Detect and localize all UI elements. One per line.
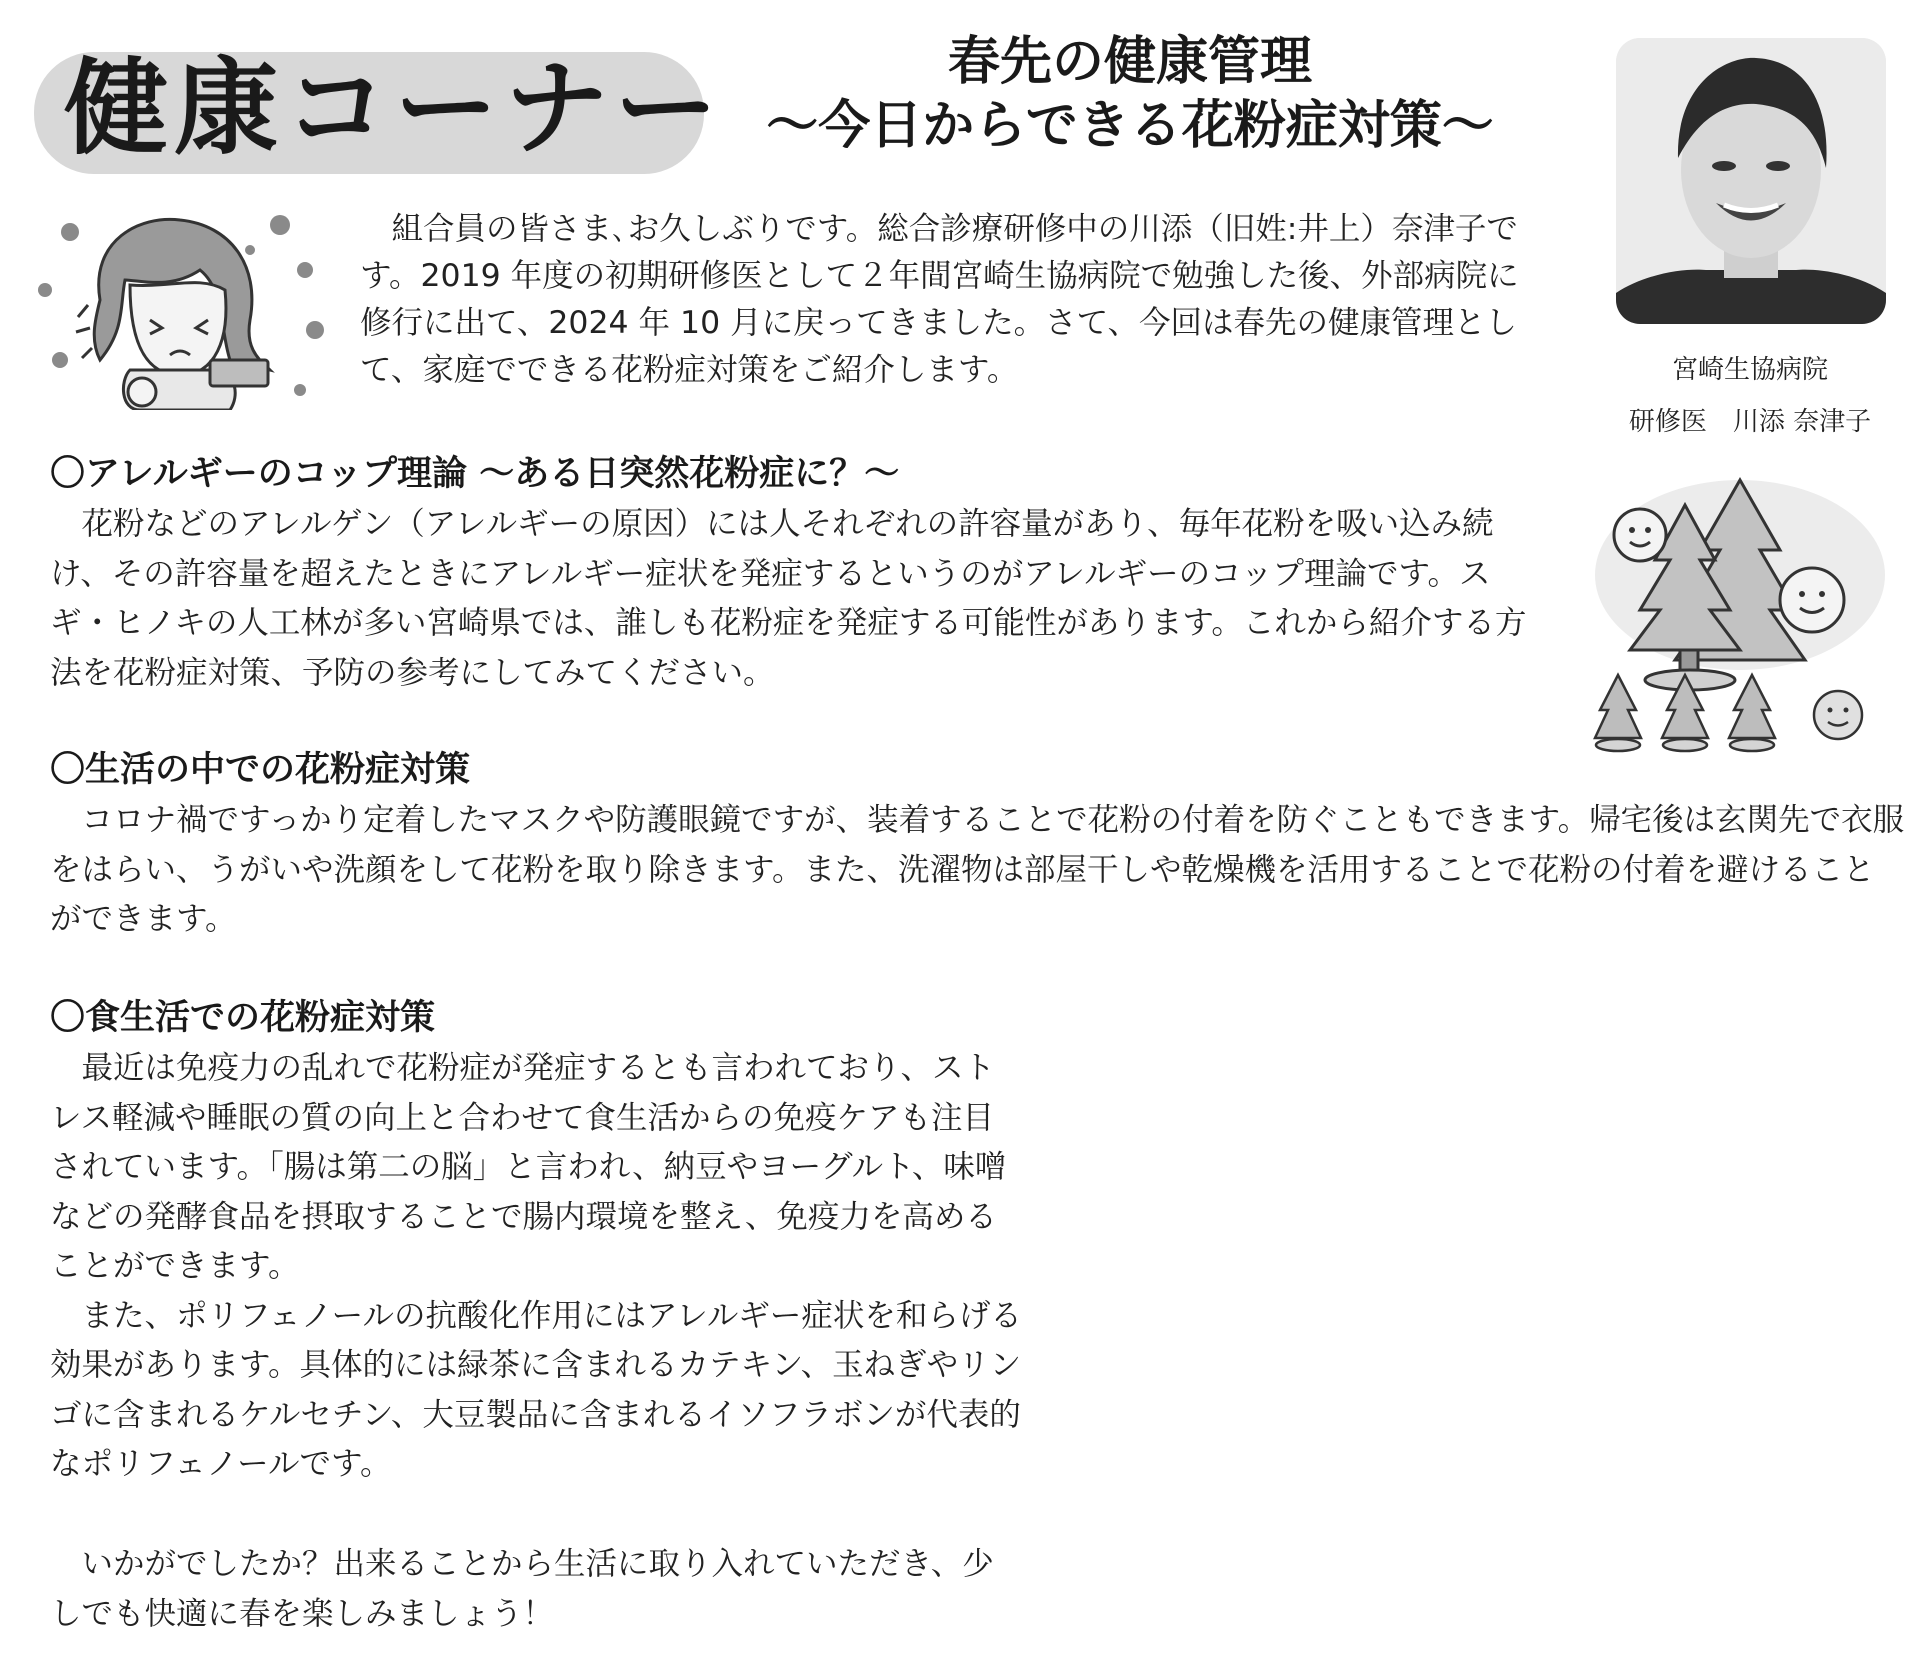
closing-paragraph (50, 1540, 1025, 1639)
intro-text: 組合員の皆さま､お久しぶりです。総合診療研修中の川添（旧姓:井上）奈津子です。2019 年度の初期研修医として２年間宮崎生協病院で勉強した後、外部病院に修行に出て、2024 年 10 月に戻ってきました。さて、今回は春先の健康管理として、家庭でできる花粉症対策をご紹介します。 (360, 211, 1519, 388)
sneezing-woman-illustration (30, 210, 340, 410)
corner-title: 健康コーナー (64, 47, 725, 169)
section-body-cup-theory (50, 500, 1545, 698)
section-heading-daily-life: 〇生活の中での花粉症対策 (50, 750, 471, 790)
intro-paragraph (360, 206, 1540, 394)
section-body-diet (50, 1044, 1025, 1490)
section-body-daily-life (50, 796, 1905, 945)
author-photo (1616, 38, 1886, 324)
author-role-name: 研修医 川添 奈津子 (1628, 407, 1872, 437)
section-paragraph: 花粉などのアレルゲン（アレルギーの原因）には人それぞれの許容量があり、毎年花粉を吸い込み続け、その許容量を超えたときにアレルギー症状を発症するというのがアレルギーのコップ理論です。スギ・ヒノキの人工林が多い宮崎県では、誰しも花粉症を発症する可能性があります。これから紹介する方法を花粉症対策、予防の参考にしてみてください。 (50, 506, 1527, 691)
author-hospital: 宮崎生協病院 (1671, 355, 1828, 385)
section-heading-diet: 〇食生活での花粉症対策 (50, 998, 436, 1038)
closing-text: いかがでしたか？出来ることから生活に取り入れていただき、少しでも快適に春を楽しみましょう！ (50, 1546, 994, 1632)
author-portrait-image (1616, 38, 1886, 324)
section-paragraph: また、ポリフェノールの抗酸化作用にはアレルギー症状を和らげる効果があります。具体的には緑茶に含まれるカテキン、玉ねぎやリンゴに含まれるケルセチン、大豆製品に含まれるイソフラボンが代表的なポリフェノールです。 (50, 1297, 1022, 1482)
section-paragraph: 最近は免疫力の乱れで花粉症が発症するとも言われており、ストレス軽減や睡眠の質の向上と合わせて食生活からの免疫ケアも注目されています。「腸は第二の脳」と言われ、納豆やヨーグルト、味噌などの発酵食品を摂取することで腸内環境を整え、免疫力を高めることができます。 (50, 1050, 1007, 1284)
cedar-trees-illustration (1590, 470, 1890, 760)
section-heading-cup-theory: 〇アレルギーのコップ理論 ～ある日突然花粉症に？～ (50, 454, 900, 494)
section-paragraph: コロナ禍ですっかり定着したマスクや防護眼鏡ですが、装着することで花粉の付着を防ぐこともできます。帰宅後は玄関先で衣服をはらい、うがいや洗顔をして花粉を取り除きます。また、洗濯物は部屋干しや乾燥機を活用することで花粉の付着を避けることができます。 (50, 802, 1905, 937)
article-title-line1: 春先の健康管理 (947, 32, 1312, 92)
article-title (740, 30, 1520, 158)
article-title-line2: ～今日からできる花粉症対策～ (766, 96, 1494, 156)
author-caption (1600, 344, 1900, 448)
